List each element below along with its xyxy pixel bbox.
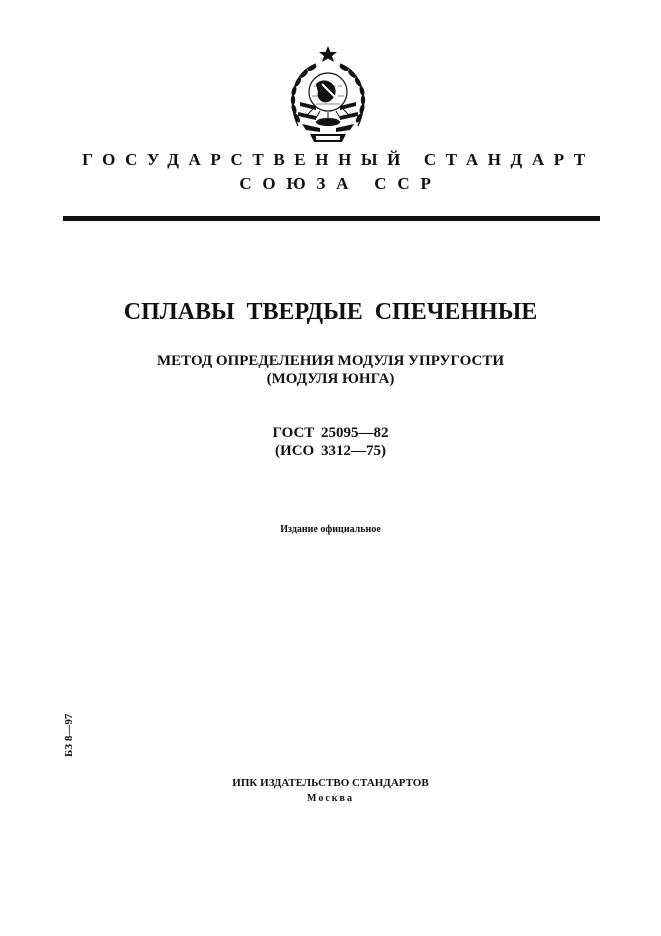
ussr-coat-of-arms-icon <box>276 44 380 148</box>
gost-number: ГОСТ 25095—82 <box>272 425 389 441</box>
publisher-name: ИПК ИЗДАТЕЛЬСТВО СТАНДАРТОВ <box>232 777 429 789</box>
side-code: БЗ 8—97 <box>63 713 75 757</box>
subtitle-line-2: (МОДУЛЯ ЮНГА) <box>266 371 395 387</box>
publisher-city: Москва <box>307 793 354 804</box>
edition-label: Издание официальное <box>280 524 381 535</box>
header-divider <box>63 216 600 221</box>
header-line-1: ГОСУДАРСТВЕННЫЙ СТАНДАРТ <box>82 150 595 169</box>
header-line-2: СОЮЗА ССР <box>239 174 442 193</box>
iso-number: (ИСО 3312—75) <box>275 443 386 459</box>
document-title: СПЛАВЫ ТВЕРДЫЕ СПЕЧЕННЫЕ <box>123 299 538 325</box>
subtitle-line-1: МЕТОД ОПРЕДЕЛЕНИЯ МОДУЛЯ УПРУГОСТИ <box>156 353 505 369</box>
